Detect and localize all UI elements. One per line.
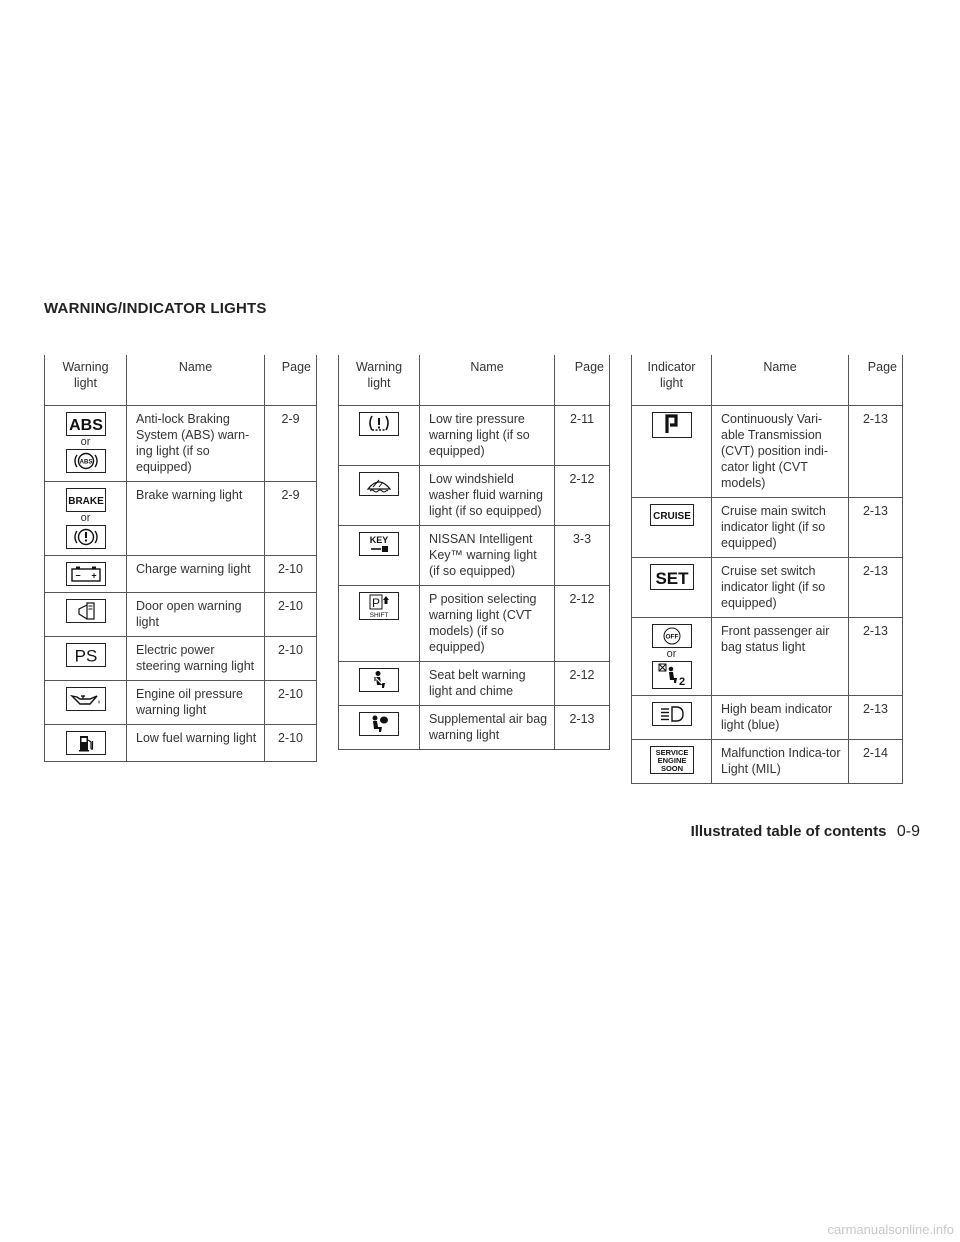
key-icon <box>359 532 399 556</box>
table-row <box>45 482 317 556</box>
table-row <box>632 558 903 618</box>
svg-text:SOON: SOON <box>660 764 683 773</box>
row-name: Engine oil pressure warning light <box>127 681 265 725</box>
row-name: Anti-lock Braking System (ABS) warn-ing light (if so equipped) <box>127 406 265 482</box>
table-row <box>339 586 610 662</box>
header-light: Warning light <box>339 355 420 406</box>
header-name: Name <box>712 355 849 406</box>
row-page: 2-13 <box>555 706 610 750</box>
or-label: or <box>80 512 91 524</box>
row-page: 2-9 <box>265 482 317 556</box>
header-page: Page <box>265 355 317 406</box>
row-page: 2-13 <box>849 618 903 696</box>
footer-title: Illustrated table of contents <box>690 823 887 840</box>
row-page: 2-12 <box>555 466 610 526</box>
row-name: Door open warning light <box>127 593 265 637</box>
svg-text:+: + <box>90 570 97 581</box>
table-row <box>632 618 903 696</box>
washer-fluid-icon <box>359 472 399 496</box>
row-name: Front passenger air bag status light <box>712 618 849 696</box>
row-page: 2-13 <box>849 406 903 498</box>
door-open-icon <box>66 599 106 623</box>
row-name: NISSAN Intelligent Key™ warning light (if so equipped) <box>420 526 555 586</box>
row-name: Low fuel warning light <box>127 725 265 762</box>
row-name: Malfunction Indica-tor Light (MIL) <box>712 740 849 784</box>
table-row <box>45 593 317 637</box>
or-label: or <box>666 648 677 660</box>
row-name: Supplemental air bag warning light <box>420 706 555 750</box>
table-row <box>339 466 610 526</box>
svg-text:SET: SET <box>654 569 689 588</box>
table-row <box>45 637 317 681</box>
p-shift-icon <box>359 592 399 620</box>
row-page: 2-14 <box>849 740 903 784</box>
table-row <box>339 526 610 586</box>
table-row <box>632 696 903 740</box>
brake-text-icon <box>66 488 106 512</box>
or-label: or <box>80 436 91 448</box>
row-name: Cruise main switch indicator light (if so equipped) <box>712 498 849 558</box>
table-row <box>339 662 610 706</box>
table-row <box>339 706 610 750</box>
header-name: Name <box>127 355 265 406</box>
svg-text:SHIFT: SHIFT <box>369 612 389 619</box>
footer-page-number: 0-9 <box>896 823 920 840</box>
svg-text:OFF: OFF <box>665 633 678 641</box>
row-page: 2-11 <box>555 406 610 466</box>
cruise-icon <box>650 504 694 526</box>
header-page: Page <box>849 355 903 406</box>
table-row <box>632 498 903 558</box>
airbag-off-icon <box>652 624 692 648</box>
page-footer <box>691 823 920 841</box>
section-title: WARNING/INDICATOR LIGHTS <box>44 300 267 317</box>
svg-text:2: 2 <box>678 676 685 688</box>
row-page: 2-10 <box>265 593 317 637</box>
cvt-position-icon <box>652 412 692 438</box>
warning-lights-table-2 <box>338 355 610 750</box>
battery-icon <box>66 562 106 586</box>
fuel-pump-icon <box>66 731 106 755</box>
row-name: High beam indicator light (blue) <box>712 696 849 740</box>
row-page: 2-13 <box>849 696 903 740</box>
airbag-icon <box>359 712 399 736</box>
svg-text:SERVICE: SERVICE <box>655 748 688 757</box>
row-page: 2-13 <box>849 558 903 618</box>
header-name: Name <box>420 355 555 406</box>
svg-text:P: P <box>371 596 381 610</box>
row-name: Cruise set switch indicator light (if so equipped) <box>712 558 849 618</box>
svg-text:−: − <box>74 570 81 581</box>
svg-text:CRUISE: CRUISE <box>652 511 691 522</box>
row-page: 2-10 <box>265 637 317 681</box>
table-row <box>45 556 317 593</box>
row-name: Seat belt warning light and chime <box>420 662 555 706</box>
table-row <box>632 740 903 784</box>
svg-text:PS: PS <box>74 646 97 666</box>
row-page: 2-10 <box>265 681 317 725</box>
row-name: Continuously Vari-able Transmission (CVT) position indi-cator light (CVT models) <box>712 406 849 498</box>
tire-pressure-icon <box>359 412 399 436</box>
row-name: P position selecting warning light (CVT models) (if so equipped) <box>420 586 555 662</box>
table-row <box>45 725 317 762</box>
row-page: 2-12 <box>555 662 610 706</box>
row-name: Brake warning light <box>127 482 265 556</box>
seat-belt-icon <box>359 668 399 692</box>
abs-circle-icon <box>66 449 106 473</box>
table-row <box>632 406 903 498</box>
svg-text:KEY: KEY <box>369 535 389 545</box>
row-page: 2-10 <box>265 725 317 762</box>
row-name: Electric power steering warning light <box>127 637 265 681</box>
table-row <box>45 681 317 725</box>
row-page: 3-3 <box>555 526 610 586</box>
table-row <box>45 406 317 482</box>
row-name: Charge warning light <box>127 556 265 593</box>
service-engine-soon-icon <box>650 746 694 774</box>
row-page: 2-13 <box>849 498 903 558</box>
header-page: Page <box>555 355 610 406</box>
passenger-airbag-icon <box>652 661 692 689</box>
svg-text:ABS: ABS <box>79 459 92 466</box>
brake-circle-icon <box>66 525 106 549</box>
row-page: 2-12 <box>555 586 610 662</box>
svg-text:ABS: ABS <box>68 417 103 434</box>
row-name: Low windshield washer fluid warning light (if so equipped) <box>420 466 555 526</box>
power-steering-icon <box>66 643 106 667</box>
oil-can-icon <box>66 687 106 711</box>
abs-text-icon <box>66 412 106 436</box>
watermark: carmanualsonline.info <box>827 1222 954 1237</box>
row-name: Low tire pressure warning light (if so equipped) <box>420 406 555 466</box>
warning-lights-table-1 <box>44 355 317 762</box>
high-beam-icon <box>652 702 692 726</box>
header-light: Warning light <box>45 355 127 406</box>
svg-text:ENGINE: ENGINE <box>657 756 686 765</box>
indicator-lights-table <box>631 355 903 784</box>
svg-text:BRAKE: BRAKE <box>67 496 104 507</box>
row-page: 2-9 <box>265 406 317 482</box>
row-page: 2-10 <box>265 556 317 593</box>
header-light: Indicator light <box>632 355 712 406</box>
set-icon <box>650 564 694 590</box>
table-row <box>339 406 610 466</box>
